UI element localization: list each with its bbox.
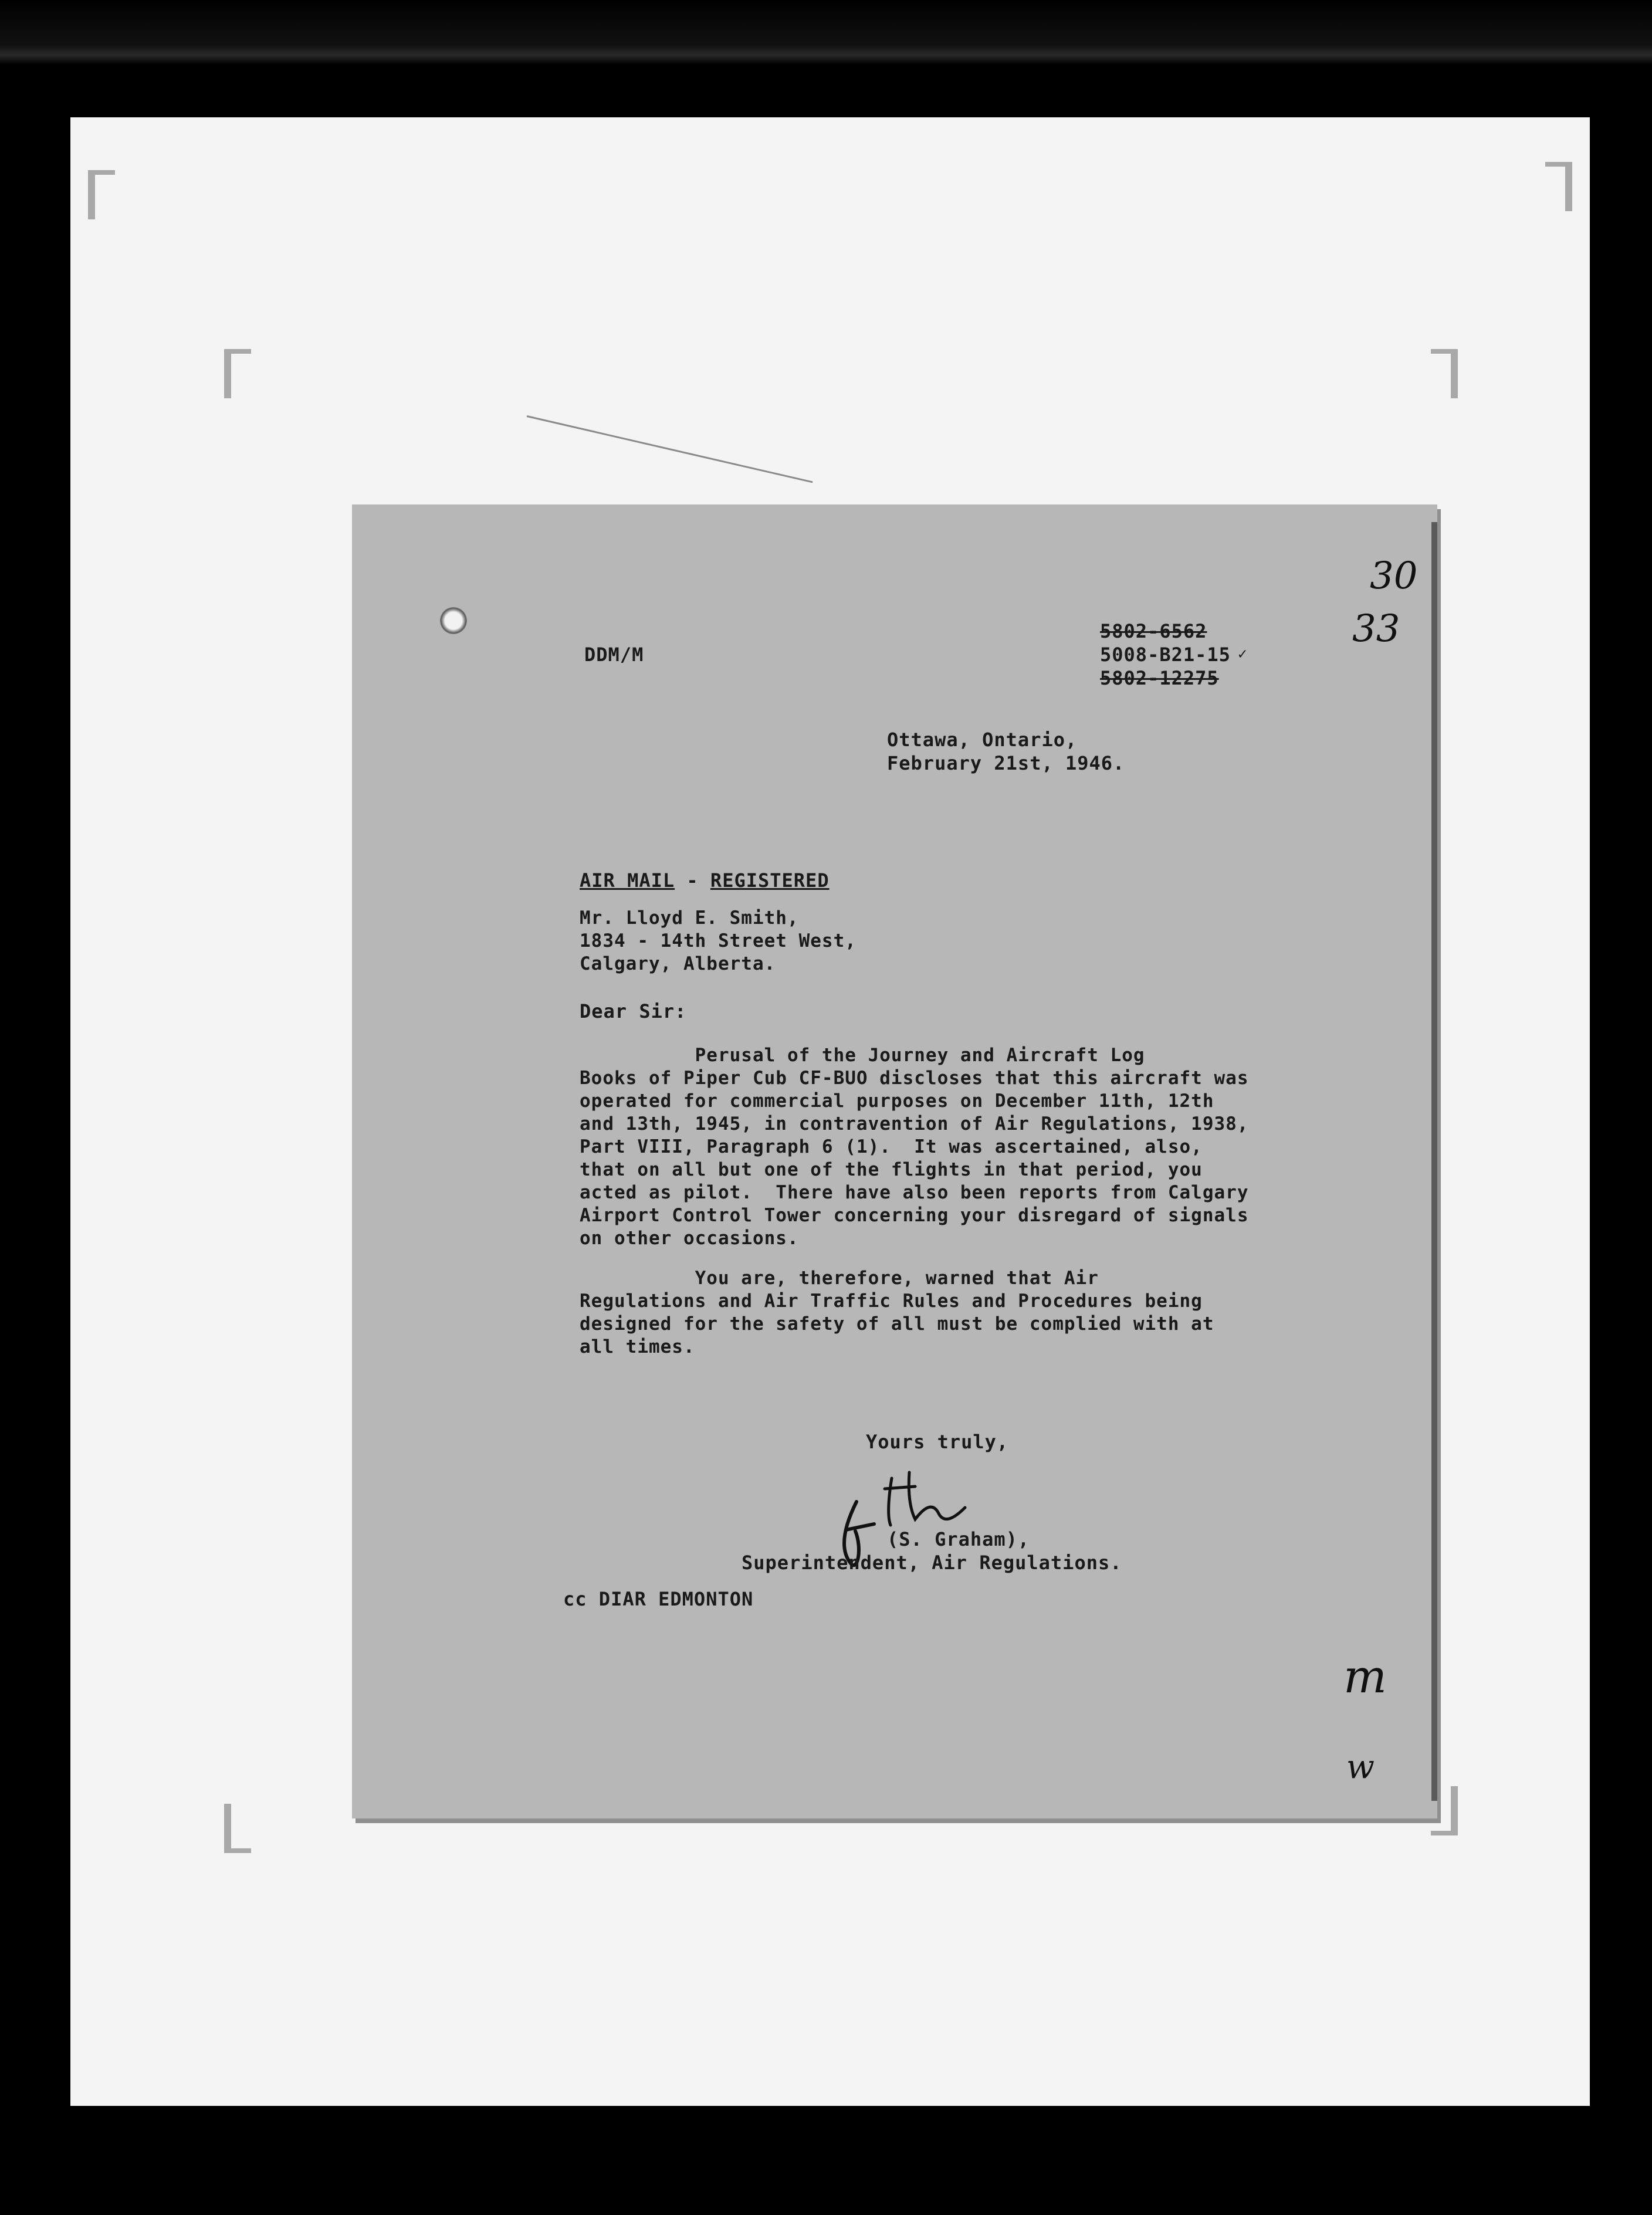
scanner-top-edge [0, 0, 1652, 65]
closing: Yours truly, [866, 1431, 1009, 1453]
crop-mark-inner-top-right [1431, 349, 1458, 398]
paragraph-line: Part VIII, Paragraph 6 (1). It was ascertained, also, [580, 1136, 1203, 1157]
signer-title: Superintendent, Air Regulations. [742, 1552, 1122, 1574]
body-paragraph-2 [580, 1267, 1214, 1359]
paragraph-line: that on all but one of the flights in that period, you [580, 1159, 1203, 1180]
file-number-struck-1: 5802-6562 [1100, 620, 1207, 642]
handwritten-mark-2: w [1346, 1748, 1375, 1786]
paragraph-line: Perusal of the Journey and Aircraft Log [580, 1045, 1145, 1066]
paragraph-line: operated for commercial purposes on December 11th, 12th [580, 1090, 1214, 1112]
recipient-line: Calgary, Alberta. [580, 953, 776, 974]
paragraph-line: designed for the safety of all must be complied with at [580, 1313, 1214, 1335]
handwritten-folio-2: 33 [1352, 607, 1400, 651]
service-separator: - [675, 869, 710, 892]
recipient-line: 1834 - 14th Street West, [580, 930, 857, 951]
delivery-method [580, 871, 830, 890]
paragraph-line: Regulations and Air Traffic Rules and Procedures being [580, 1291, 1203, 1312]
reference-initials: DDM/M [584, 643, 644, 666]
paragraph-line: on other occasions. [580, 1228, 799, 1249]
paragraph-line: Books of Piper Cub CF-BUO discloses that this aircraft was [580, 1068, 1249, 1089]
paragraph-line: acted as pilot. There have also been reports from Calgary [580, 1182, 1249, 1203]
letter-place: Ottawa, Ontario, [887, 729, 1078, 751]
sheet-shadow-edge [1431, 522, 1437, 1801]
recipient-line: Mr. Lloyd E. Smith, [580, 907, 799, 929]
paragraph-line: Airport Control Tower concerning your disregard of signals [580, 1205, 1249, 1226]
paragraph-line: and 13th, 1945, in contravention of Air Regulations, 1938, [580, 1113, 1249, 1134]
file-number-struck-2: 5802-12275 [1100, 667, 1219, 689]
signer-name: (S. Graham), [887, 1528, 1030, 1550]
recipient-address [580, 907, 857, 976]
punch-hole [440, 607, 467, 634]
salutation: Dear Sir: [580, 1000, 687, 1022]
crop-mark-inner-top-left [224, 349, 251, 398]
paragraph-line: You are, therefore, warned that Air [580, 1268, 1099, 1289]
letter-date: February 21st, 1946. [887, 752, 1125, 774]
crop-mark-top-right [1545, 162, 1572, 211]
crop-mark-bottom-left [224, 1804, 251, 1853]
handwritten-mark-1: m [1343, 1651, 1387, 1703]
file-number-check-mark: ✓ [1238, 645, 1248, 663]
body-paragraph-1 [580, 1044, 1249, 1250]
registered-label: REGISTERED [710, 869, 830, 892]
handwritten-folio-1: 30 [1370, 554, 1418, 598]
air-mail-label: AIR MAIL [580, 869, 675, 892]
letter-sheet [352, 504, 1437, 1818]
crop-mark-top-left [88, 170, 115, 219]
carbon-copy: cc DIAR EDMONTON [563, 1588, 754, 1610]
file-number-active: 5008-B21-15 [1100, 643, 1231, 666]
paragraph-line: all times. [580, 1336, 695, 1357]
